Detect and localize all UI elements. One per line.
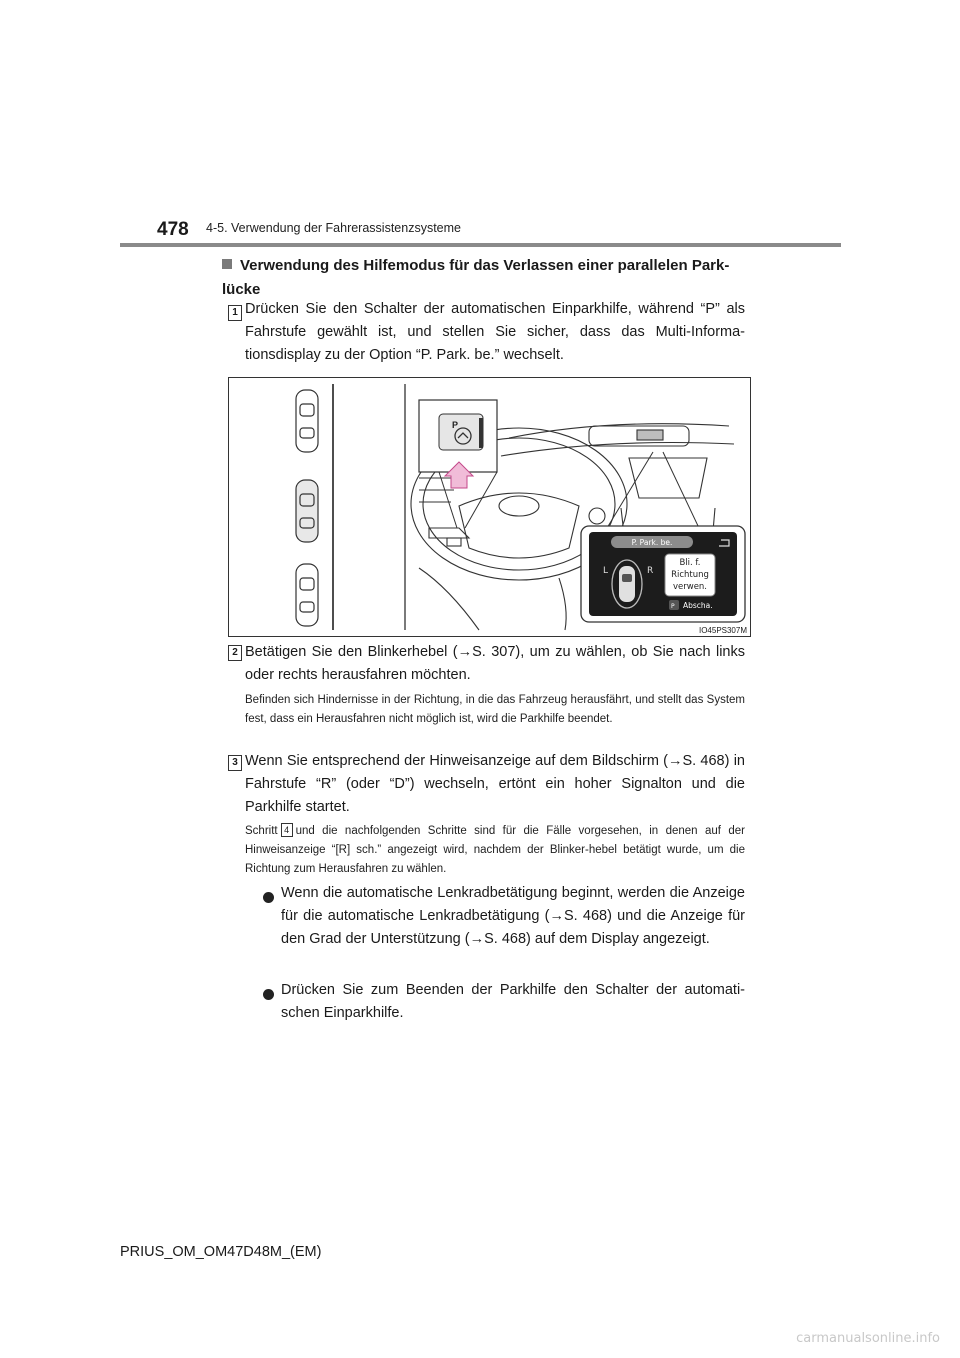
header-rule <box>120 243 841 247</box>
display-prompt-line2: Richtung <box>671 570 709 580</box>
figure-illustration <box>228 377 751 637</box>
display-prompt-line3: verwen. <box>672 582 708 592</box>
display-right-label: R <box>647 566 654 576</box>
section-title: 4-5. Verwendung der Fahrerassistenzsysteme <box>206 221 461 235</box>
display-cancel-label: Abscha. <box>683 601 713 610</box>
parked-car-top-icon <box>296 390 318 452</box>
page-number: 478 <box>157 219 189 240</box>
step-2-note: Befinden sich Hindernisse in der Richtung, in die das Fahrzeug herausfährt, und stellt das System fest, dass ein Herausfahren nicht möglich ist, wird die Parkhilfe beendet. <box>245 694 745 725</box>
step-3-note-before: Schritt <box>245 825 278 837</box>
parking-illustration <box>229 378 750 636</box>
step-number-3: 3 <box>228 755 242 771</box>
bullet-1-text: Wenn die automatische Lenkradbetätigung beginnt, werden die Anzeige für die automatische Lenkradbetätigung (→S. 468) und die Anzeige für den Grad der Unterstützung (→S. 468) auf dem Display angezeigt. <box>281 885 745 947</box>
footer-document-code: PRIUS_OM_OM47D48M_(EM) <box>120 1244 322 1260</box>
bullet-2-dot <box>263 987 274 1005</box>
heading-text: Verwendung des Hilfemodus für das Verlassen einer parallelen Park-lücke <box>222 257 730 298</box>
switch-label: P <box>452 420 459 430</box>
display-title: P. Park. be. <box>631 538 673 547</box>
display-left-label: L <box>603 566 609 576</box>
step-ref-4: 4 <box>281 823 293 837</box>
step-1-text: Drücken Sie den Schalter der automatischen Einparkhilfe, während “P” als Fahrstufe gewählt ist, und stellen Sie sicher, dass das Multi-Informa-tionsdisplay zu der Option “P. Park. be.” wechselt. <box>245 301 745 363</box>
bullet-2-text: Drücken Sie zum Beenden der Parkhilfe den Schalter der automati-schen Einparkhilfe. <box>281 982 745 1021</box>
step-2-text: Betätigen Sie den Blinkerhebel (→S. 307), um zu wählen, ob Sie nach links oder rechts herausfahren möchten. <box>245 644 745 683</box>
bullet-1-dot <box>263 890 274 908</box>
own-car-icon <box>296 480 318 542</box>
step-number-2: 2 <box>228 645 242 661</box>
watermark: carmanualsonline.info <box>796 1331 940 1346</box>
parked-car-bottom-icon <box>296 564 318 626</box>
subsection-heading <box>222 254 747 302</box>
display-prompt-line1: Bli. f. <box>679 558 701 568</box>
display-cancel-icon: P <box>671 603 675 610</box>
step-3-note <box>245 822 745 879</box>
step-3-text: Wenn Sie entsprechend der Hinweisanzeige auf dem Bildschirm (→S. 468) in Fahrstufe “R” (oder “D”) wechseln, ertönt ein hoher Signalton und die Parkhilfe startet. <box>245 753 745 815</box>
step-number-1: 1 <box>228 305 242 321</box>
step-3-note-after: und die nachfolgenden Schritte sind für die Fälle vorgesehen, in denen auf der Hinweisanzeige “[R] sch.” angezeigt wird, nachdem der Blinker-hebel betätigt wurde, um die Richtung zum Herausfahren zu wählen. <box>245 825 745 875</box>
heading-square-icon <box>222 259 232 269</box>
figure-code: IO45PS307M <box>698 626 747 635</box>
